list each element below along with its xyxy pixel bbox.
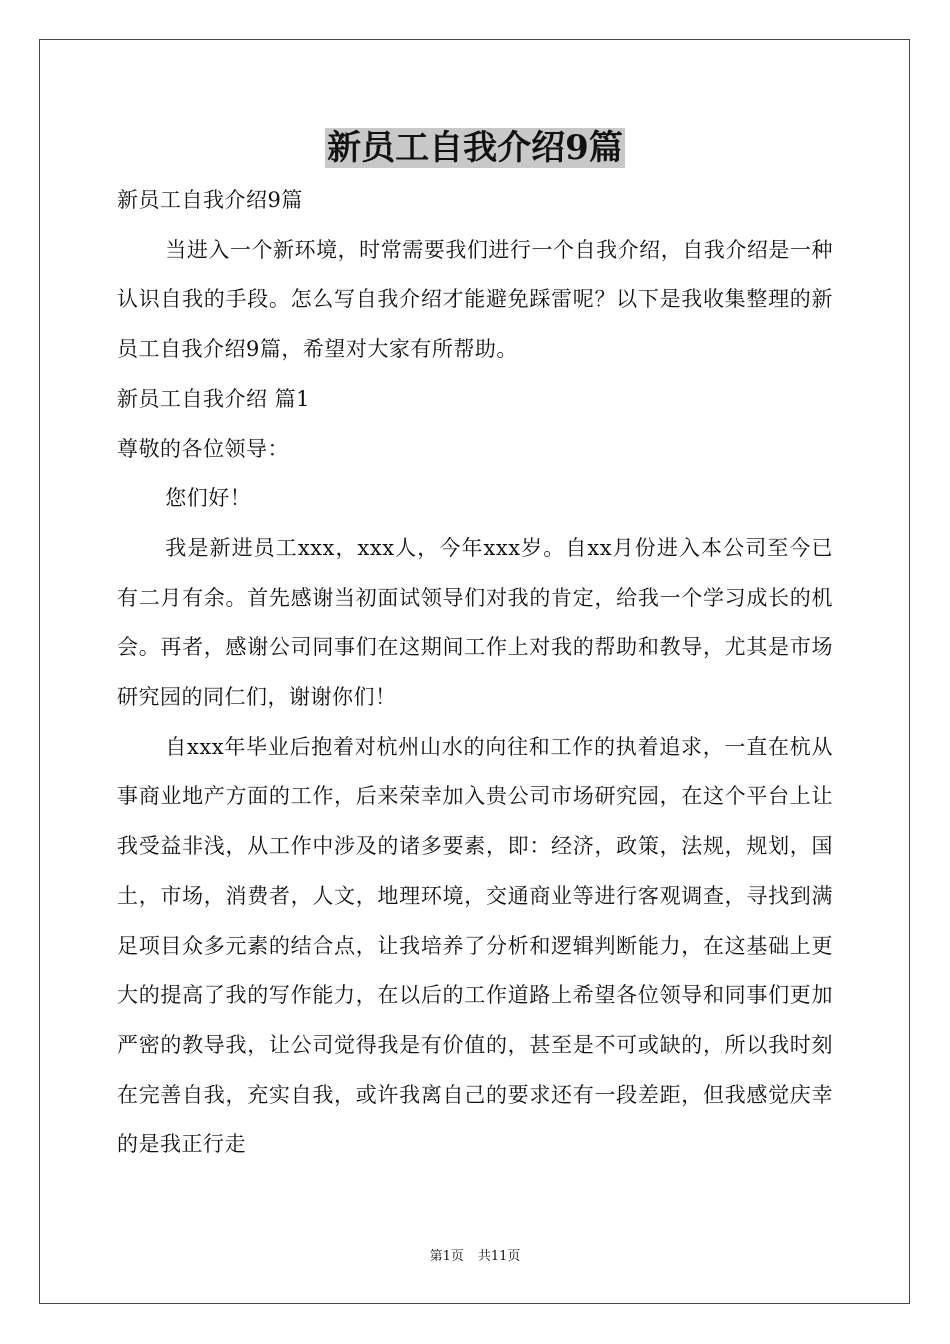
- page-total: 共11页: [477, 1249, 521, 1264]
- document-body: [117, 176, 833, 1170]
- paragraph: 您们好！: [165, 486, 252, 511]
- document-title: [0, 126, 950, 170]
- page-footer: [0, 1248, 950, 1266]
- paragraph: 我是新进员工xxx，xxx人，今年xxx岁。自xx月份进入本公司至今已有二月有余。首先感谢当初面试领导们对我的肯定，给我一个学习成长的机会。再者，感谢公司同事们在这期间工作上对我的帮助和教导，尤其是市场研究园的同仁们，谢谢你们！: [117, 535, 833, 710]
- paragraph: 自xxx年毕业后抱着对杭州山水的向往和工作的执着追求，一直在杭从事商业地产方面的工作，后来荣幸加入贵公司市场研究园，在这个平台上让我受益非浅，从工作中涉及的诸多要素，即：经济，政策，法规，规划，国土，市场，消费者，人文，地理环境，交通商业等进行客观调查，寻找到满足项目众多元素的结合点，让我培养了分析和逻辑判断能力，在这基础上更大的提高了我的写作能力，在以后的工作道路上希望各位领导和同事们更加严密的教导我，让公司觉得我是有价值的，甚至是不可或缺的，所以我时刻在完善自我，充实自我，或许我离自己的要求还有一段差距，但我感觉庆幸的是我正行走: [117, 734, 833, 1157]
- paragraph: 当进入一个新环境，时常需要我们进行一个自我介绍，自我介绍是一种认识自我的手段。怎么写自我介绍才能避免踩雷呢？以下是我收集整理的新员工自我介绍9篇，希望对大家有所帮助。: [117, 237, 833, 362]
- paragraph: 新员工自我介绍9篇: [117, 188, 303, 212]
- paragraph: 新员工自我介绍 篇1: [117, 386, 311, 411]
- document-title-text: 新员工自我介绍9篇: [327, 128, 623, 168]
- paragraph: 尊敬的各位领导：: [117, 436, 289, 461]
- page-number: 第1页: [429, 1249, 464, 1264]
